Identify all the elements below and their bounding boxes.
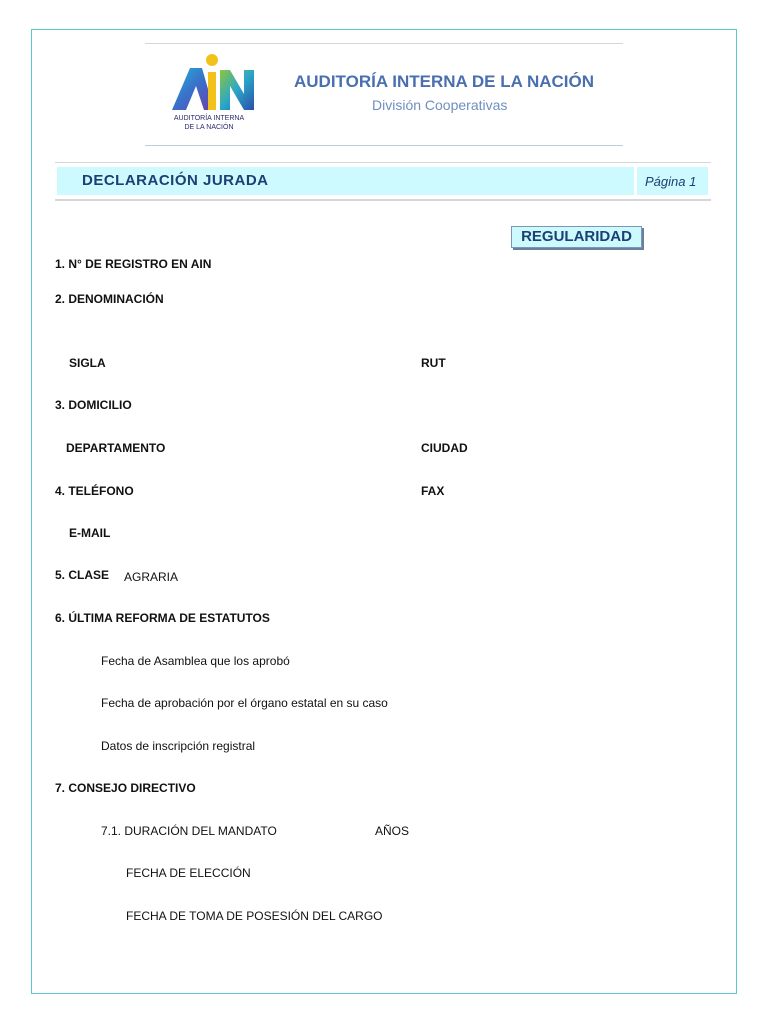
regularidad-badge: REGULARIDAD <box>511 226 642 248</box>
label-clase: 5. CLASE <box>55 568 110 582</box>
label-telefono: 4. TELÉFONO <box>55 484 134 498</box>
label-anios: AÑOS <box>375 824 410 838</box>
band-rule-top <box>55 162 711 163</box>
label-fax: FAX <box>421 484 445 498</box>
label-fecha-asamblea: Fecha de Asamblea que los aprobó <box>101 654 290 668</box>
label-duracion: 7.1. DURACIÓN DEL MANDATO <box>101 824 277 838</box>
label-fecha-posesion: FECHA DE TOMA DE POSESIÓN DEL CARGO <box>126 909 383 923</box>
label-reforma: 6. ÚLTIMA REFORMA DE ESTATUTOS <box>55 611 270 625</box>
clase-value: AGRARIA <box>124 570 179 584</box>
label-consejo: 7. CONSEJO DIRECTIVO <box>55 781 196 795</box>
organization-title: AUDITORÍA INTERNA DE LA NACIÓN <box>294 72 595 91</box>
label-ciudad: CIUDAD <box>421 441 468 455</box>
band-rule-bottom <box>55 199 711 201</box>
header-rule-top <box>145 43 623 44</box>
label-rut: RUT <box>421 356 446 370</box>
label-registro: 1. N° DE REGISTRO EN AIN <box>55 257 212 271</box>
label-domicilio: 3. DOMICILIO <box>55 398 132 412</box>
label-departamento: DEPARTAMENTO <box>66 441 166 455</box>
label-datos-inscripcion: Datos de inscripción registral <box>101 739 256 753</box>
label-email: E-MAIL <box>69 526 111 540</box>
declaration-title: DECLARACIÓN JURADA <box>82 172 269 189</box>
page-number: Página 1 <box>645 174 697 189</box>
division-subtitle: División Cooperativas <box>372 97 508 113</box>
logo-subtitle: AUDITORÍA INTERNA DE LA NACIÓN <box>173 115 245 131</box>
label-fecha-aprobacion: Fecha de aprobación por el órgano estatal en su caso <box>101 696 388 710</box>
header-rule-bottom <box>145 145 623 146</box>
label-fecha-eleccion: FECHA DE ELECCIÓN <box>126 866 251 880</box>
label-sigla: SIGLA <box>69 356 106 370</box>
label-denominacion: 2. DENOMINACIÓN <box>55 292 164 306</box>
